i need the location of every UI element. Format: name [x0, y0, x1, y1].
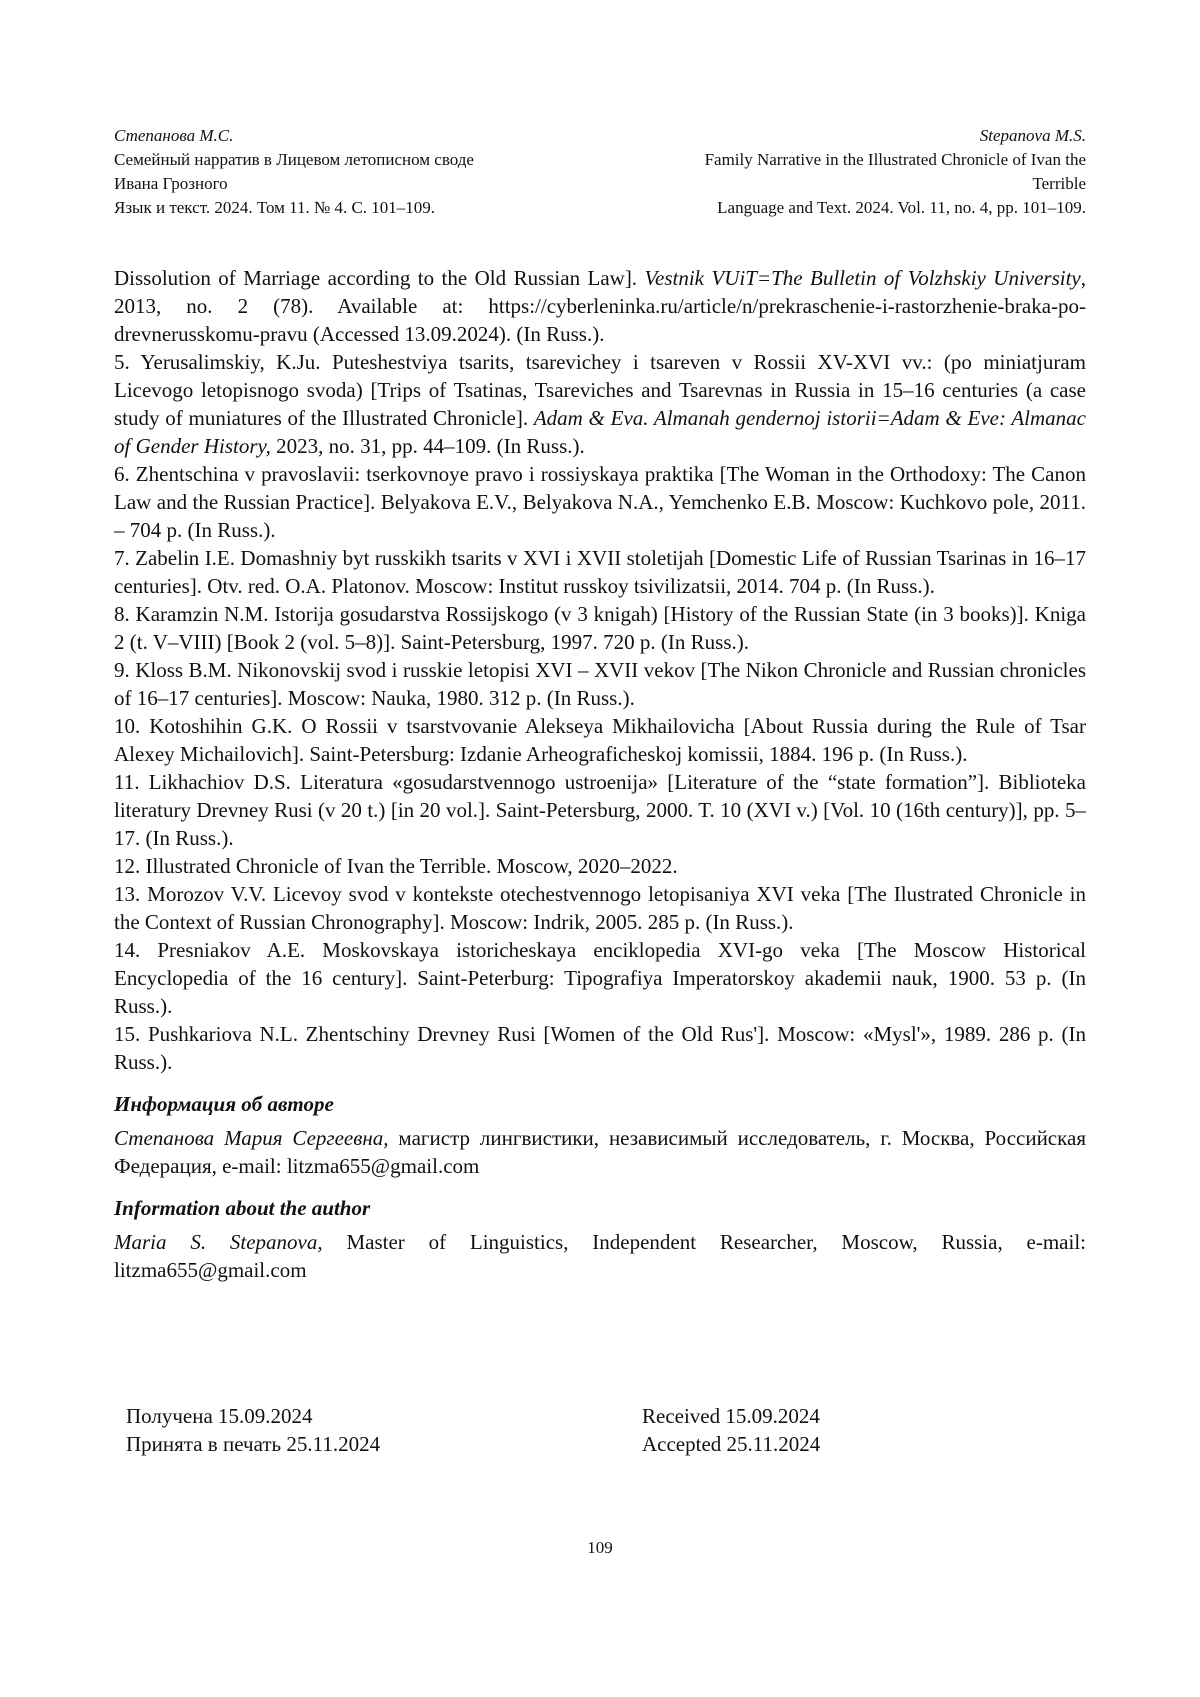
reference-item: 14. Presniakov A.E. Moskovskaya istoricheskaya enciklopedia XVI-go veka [The Moscow Historical Encyclopedia of the 16 century]. Saint-Peterburg: Tipografiya Imperatorskoy akademii nauk, 1900. 53 p. (In Russ.).	[114, 938, 1086, 1018]
header-author-ru: Степанова М.С.	[114, 126, 234, 145]
author-info-heading-en: Information about the author	[114, 1196, 371, 1220]
dates-ru	[126, 1402, 642, 1458]
accepted-date-en: Accepted 25.11.2024	[642, 1432, 821, 1456]
author-name-en: Maria S. Stepanova,	[114, 1230, 323, 1254]
author-info-en	[114, 1228, 1086, 1284]
header-author-en: Stepanova M.S.	[979, 126, 1086, 145]
header-citation-ru: Язык и текст. 2024. Том 11. № 4. С. 101–109.	[114, 198, 436, 217]
author-name-ru: Степанова Мария Сергеевна,	[114, 1126, 389, 1150]
accepted-date-ru: Принята в печать 25.11.2024	[126, 1432, 381, 1456]
header-title-ru-line1: Семейный нарратив в Лицевом летописном своде	[114, 150, 474, 169]
reference-journal-title: Adam & Eva. Almanah gendernoj istorii=Adam & Eve: Almanac of Gender History,	[114, 406, 1086, 458]
header-title-en-line1: Family Narrative in the Illustrated Chronicle of Ivan the	[704, 150, 1086, 169]
author-info-ru	[114, 1124, 1086, 1180]
page-number: 109	[587, 1538, 613, 1557]
reference-item: 13. Morozov V.V. Licevoy svod v kontekste otechestvennogo letopisaniya XVI veka [The Ilustrated Chronicle in the Context of Russian Chronography]. Moscow: Indrik, 2005. 285 p. (In Russ.).	[114, 882, 1086, 934]
reference-item: 11. Likhachiov D.S. Literatura «gosudarstvennogo ustroenija» [Literature of the “state formation”]. Biblioteka literatury Drevney Rusi (v 20 t.) [in 20 vol.]. Saint-Petersburg, 2000. T. 10 (XVI v.) [Vol. 10 (16th century)], pp. 5–17. (In Russ.).	[114, 770, 1086, 850]
author-details-ru: магистр лингвистики, независимый исследователь, г. Москва, Российская Федерация, e-mail: litzma655@gmail.com	[114, 1126, 1086, 1178]
references-body	[114, 264, 1086, 1284]
reference-text: 5. Yerusalimskiy, K.Ju. Puteshestviya tsarits, tsarevichey i tsareven v Rossii XV-XVI vv.: (po miniatjuram Licevogo letopisnogo svoda) [Trips of Tsatinas, Tsareviches and Tsarevnas in Russia in 15–16 centuries (a case study of muniatures of the Illustrated Chronicle].	[114, 350, 1086, 430]
reference-item: 9. Kloss B.M. Nikonovskij svod i russkie letopisi XVI – XVII vekov [The Nikon Chronicle and Russian chronicles of 16–17 centuries]. Moscow: Nauka, 1980. 312 p. (In Russ.).	[114, 658, 1086, 710]
reference-item	[114, 348, 1086, 460]
reference-text: , 2013, no. 2 (78). Available at: https://cyberleninka.ru/article/n/prekraschenie-i-rastorzhenie-braka-po-drevnerusskomu-pravu (Accessed 13.09.2024). (In Russ.).	[114, 266, 1087, 346]
reference-item	[114, 264, 1086, 348]
header-title-en-line2: Terrible	[1032, 174, 1086, 193]
reference-text: 2023, no. 31, pp. 44–109. (In Russ.).	[270, 434, 585, 458]
reference-item: 10. Kotoshihin G.K. O Rossii v tsarstvovanie Alekseya Mikhailovicha [About Russia during the Rule of Tsar Alexey Michailovich]. Saint-Petersburg: Izdanie Arheograficheskoj komissii, 1884. 196 p. (In Russ.).	[114, 714, 1086, 766]
header-left-ru	[114, 124, 574, 220]
author-info-heading-ru: Информация об авторе	[114, 1092, 334, 1116]
reference-journal-title: Vestnik VUiT=The Bulletin of Volzhskiy University	[644, 266, 1081, 290]
reference-item: 6. Zhentschina v pravoslavii: tserkovnoye pravo i rossiyskaya praktika [The Woman in the Orthodoxy: The Canon Law and the Russian Practice]. Belyakova E.V., Belyakova N.A., Yemchenko E.B. Moscow: Kuchkovo pole, 2011. – 704 p. (In Russ.).	[114, 462, 1086, 542]
author-details-en: Master of Linguistics, Independent Researcher, Moscow, Russia, e-mail: litzma655@gmail.com	[114, 1230, 1086, 1282]
submission-dates	[126, 1402, 1026, 1458]
received-date-ru: Получена 15.09.2024	[126, 1404, 313, 1428]
reference-item: 8. Karamzin N.M. Istorija gosudarstva Rossijskogo (v 3 knigah) [History of the Russian State (in 3 books)]. Kniga 2 (t. V–VIII) [Book 2 (vol. 5–8)]. Saint-Petersburg, 1997. 720 p. (In Russ.).	[114, 602, 1086, 654]
reference-text: Dissolution of Marriage according to the Old Russian Law].	[114, 266, 645, 290]
running-header	[114, 124, 1086, 220]
reference-item: 12. Illustrated Chronicle of Ivan the Terrible. Moscow, 2020–2022.	[114, 854, 678, 878]
reference-item: 15. Pushkariova N.L. Zhentschiny Drevney Rusi [Women of the Old Rus']. Moscow: «Mysl'», 1989. 286 p. (In Russ.).	[114, 1022, 1086, 1074]
header-right-en	[626, 124, 1086, 220]
reference-item: 7. Zabelin I.E. Domashniy byt russkikh tsarits v XVI i XVII stoletijah [Domestic Life of Russian Tsarinas in 16–17 centuries]. Otv. red. O.A. Platonov. Moscow: Institut russkoy tsivilizatsii, 2014. 704 p. (In Russ.).	[114, 546, 1086, 598]
dates-en	[642, 1402, 1022, 1458]
header-title-ru-line2: Ивана Грозного	[114, 174, 228, 193]
header-citation-en: Language and Text. 2024. Vol. 11, no. 4, pp. 101–109.	[717, 198, 1086, 217]
received-date-en: Received 15.09.2024	[642, 1404, 820, 1428]
